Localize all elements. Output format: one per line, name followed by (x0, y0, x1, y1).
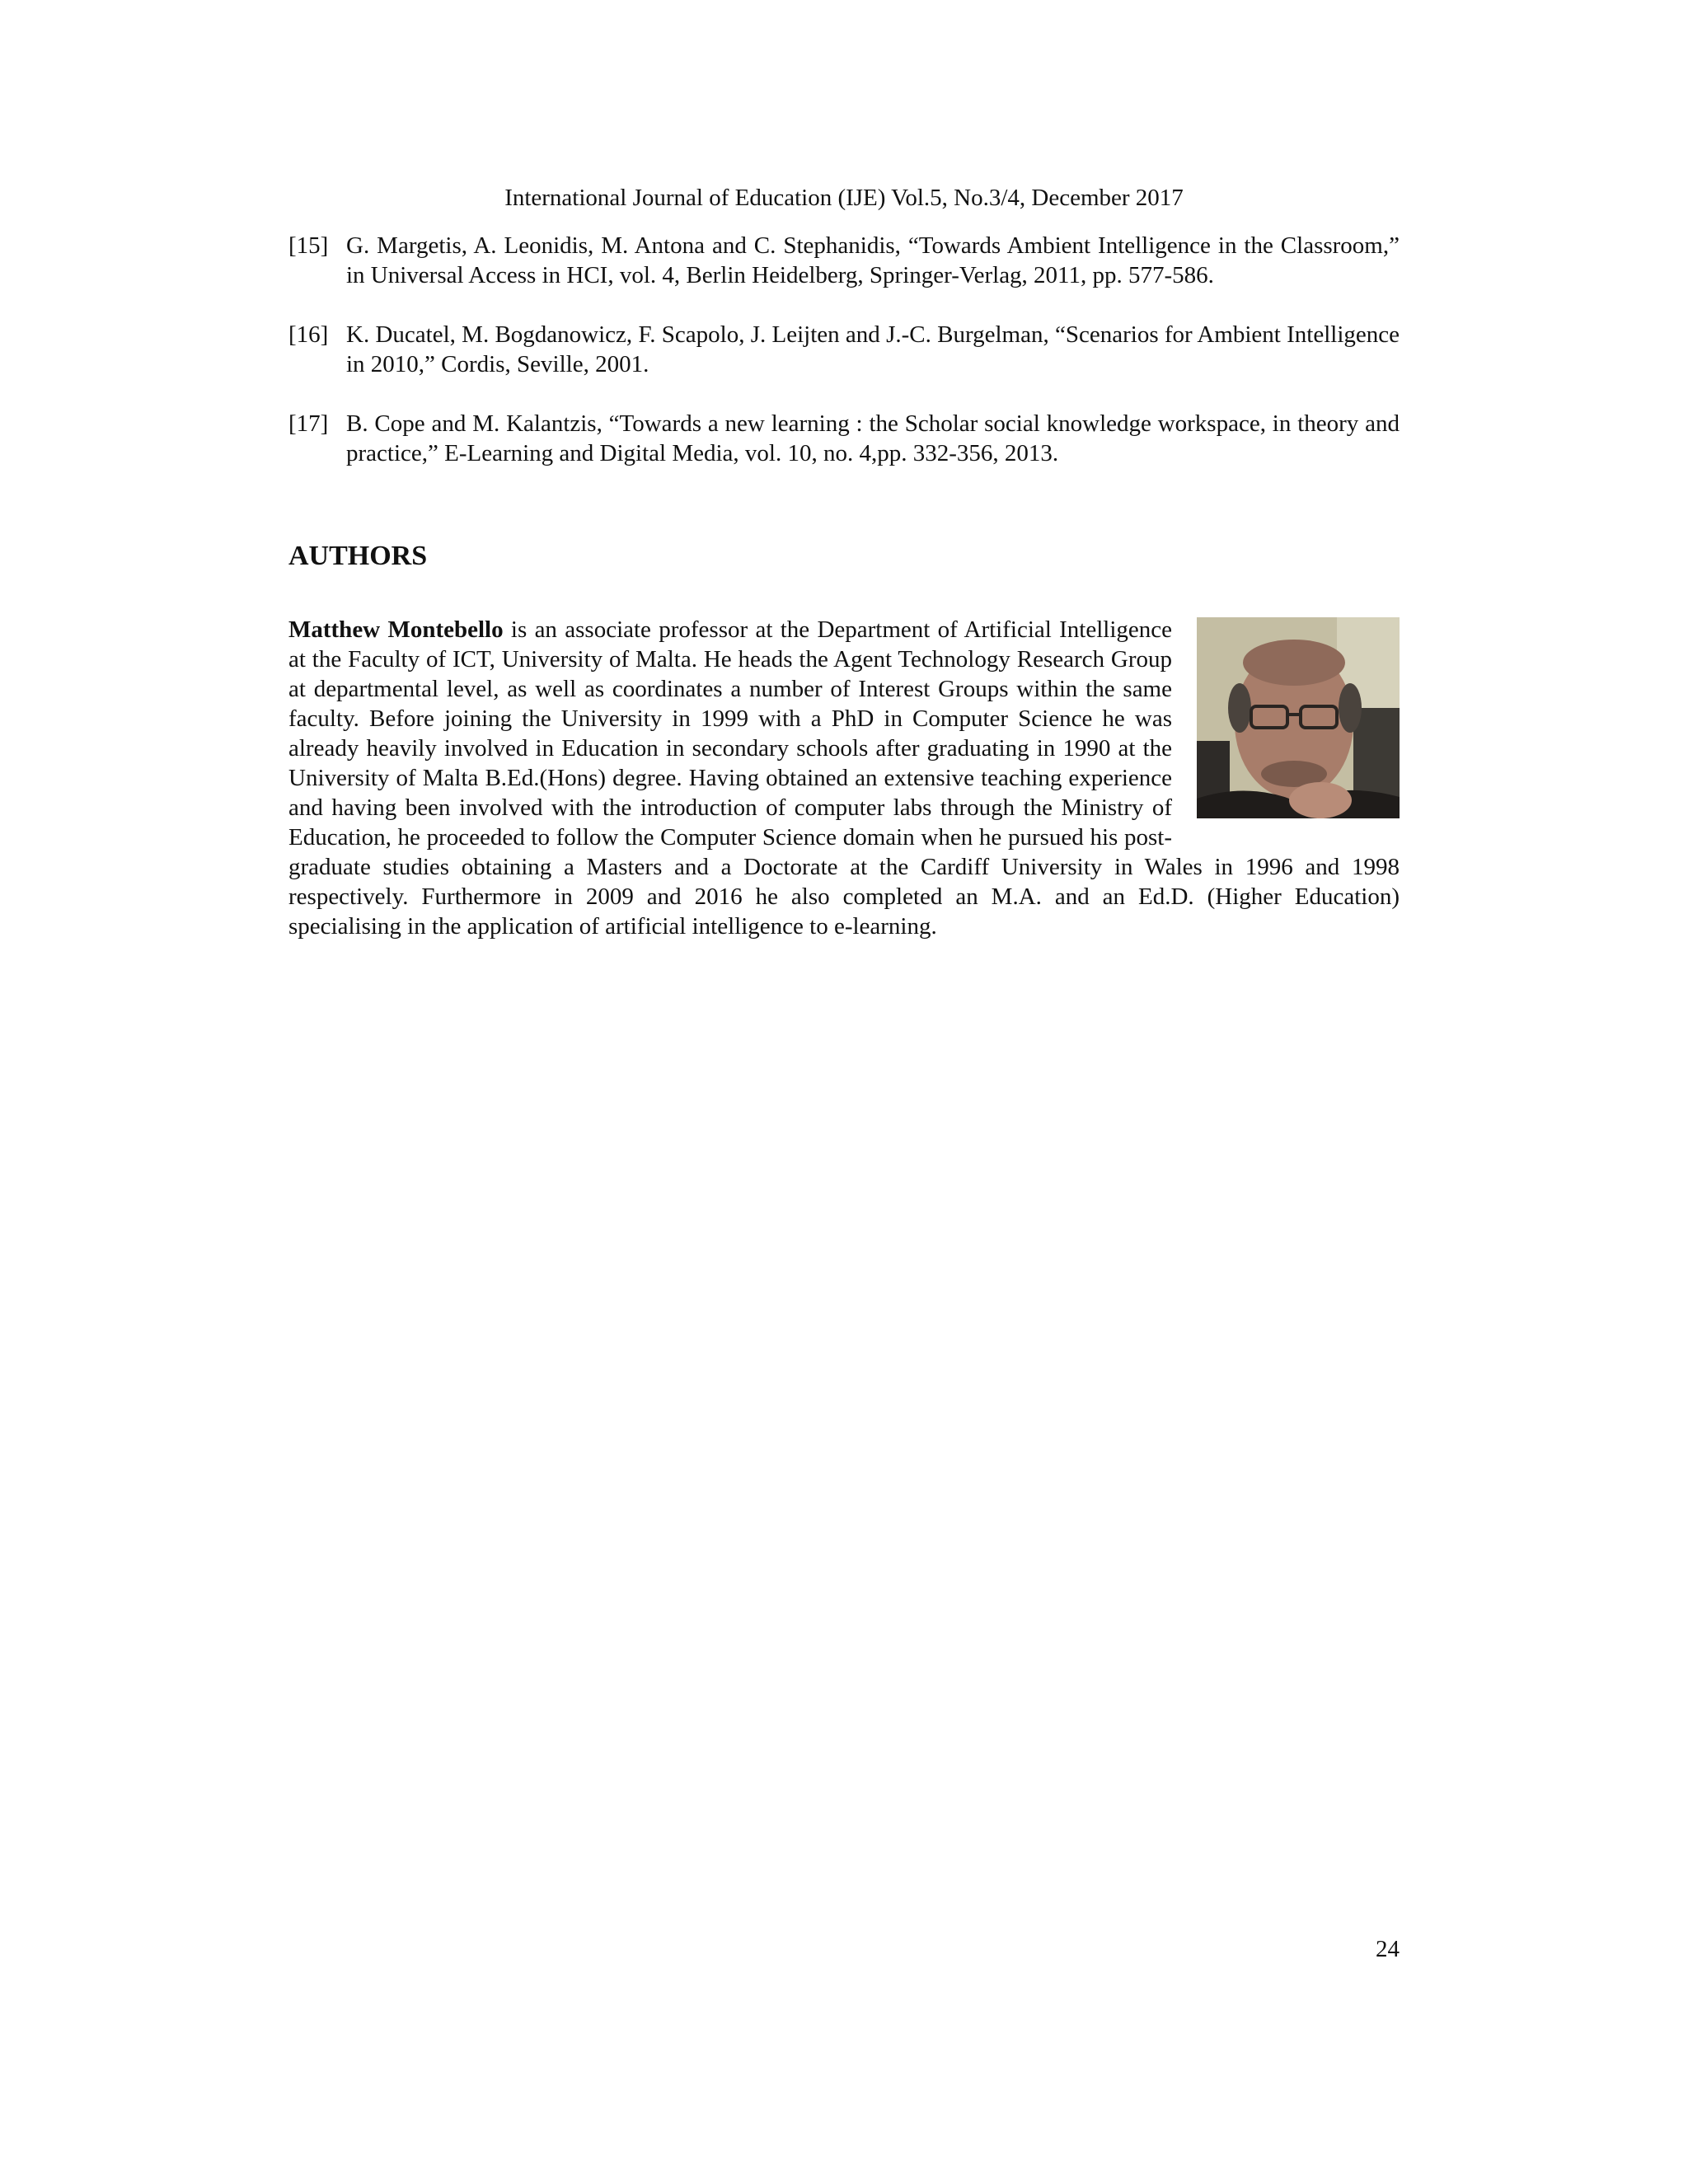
reference-text: K. Ducatel, M. Bogdanowicz, F. Scapolo, J. Leijten and J.-C. Burgelman, “Scenarios for Ambient Intelligence in 2010,” Cordis, Seville, 2001. (346, 321, 1400, 377)
reference-number: [16] (288, 321, 329, 348)
running-header: International Journal of Education (IJE) Vol.5, No.3/4, December 2017 (504, 185, 1184, 211)
page-number: 24 (1376, 1936, 1400, 1962)
reference-number: [17] (288, 410, 329, 437)
author-name: Matthew Montebello (288, 616, 504, 643)
author-photo (1197, 617, 1400, 818)
reference-item (288, 320, 1400, 379)
reference-text: B. Cope and M. Kalantzis, “Towards a new learning : the Scholar social knowledge workspace, in theory and practice,” E-Learning and Digital Media, vol. 10, no. 4,pp. 332-356, 2013. (346, 410, 1400, 466)
reference-number: [15] (288, 232, 329, 259)
author-bio-text: is an associate professor at the Department of Artificial Intelligence at the Faculty of ICT, University of Malta. He heads the Agent Technology Research Group at departmental level, as well as coordinates a number of Interest Groups within the same faculty. Before joining the University in 1999 with a PhD in Computer Science he was already heavily involved in Education in secondary schools after graduating in 1990 at the University of Malta B.Ed.(Hons) degree. Having obtained an extensive teaching experience and having been involved with the introduction of computer labs through the Ministry of Education, he proceeded to follow the Computer Science domain when he pursued his post-graduate studies obtaining a Masters and a Doctorate at the Cardiff University in Wales in 1996 and 1998 respectively. Furthermore in 2009 and 2016 he also completed an M.A. and an Ed.D. (Higher Education) specialising in the application of artificial intelligence to e-learning. (288, 616, 1400, 940)
reference-item (288, 231, 1400, 290)
reference-list (288, 231, 1400, 498)
author-bio (288, 615, 1400, 941)
reference-item (288, 409, 1400, 468)
authors-heading: AUTHORS (288, 541, 428, 571)
reference-text: G. Margetis, A. Leonidis, M. Antona and C. Stephanidis, “Towards Ambient Intelligence in the Classroom,” in Universal Access in HCI, vol. 4, Berlin Heidelberg, Springer-Verlag, 2011, pp. 577-586. (346, 232, 1400, 288)
